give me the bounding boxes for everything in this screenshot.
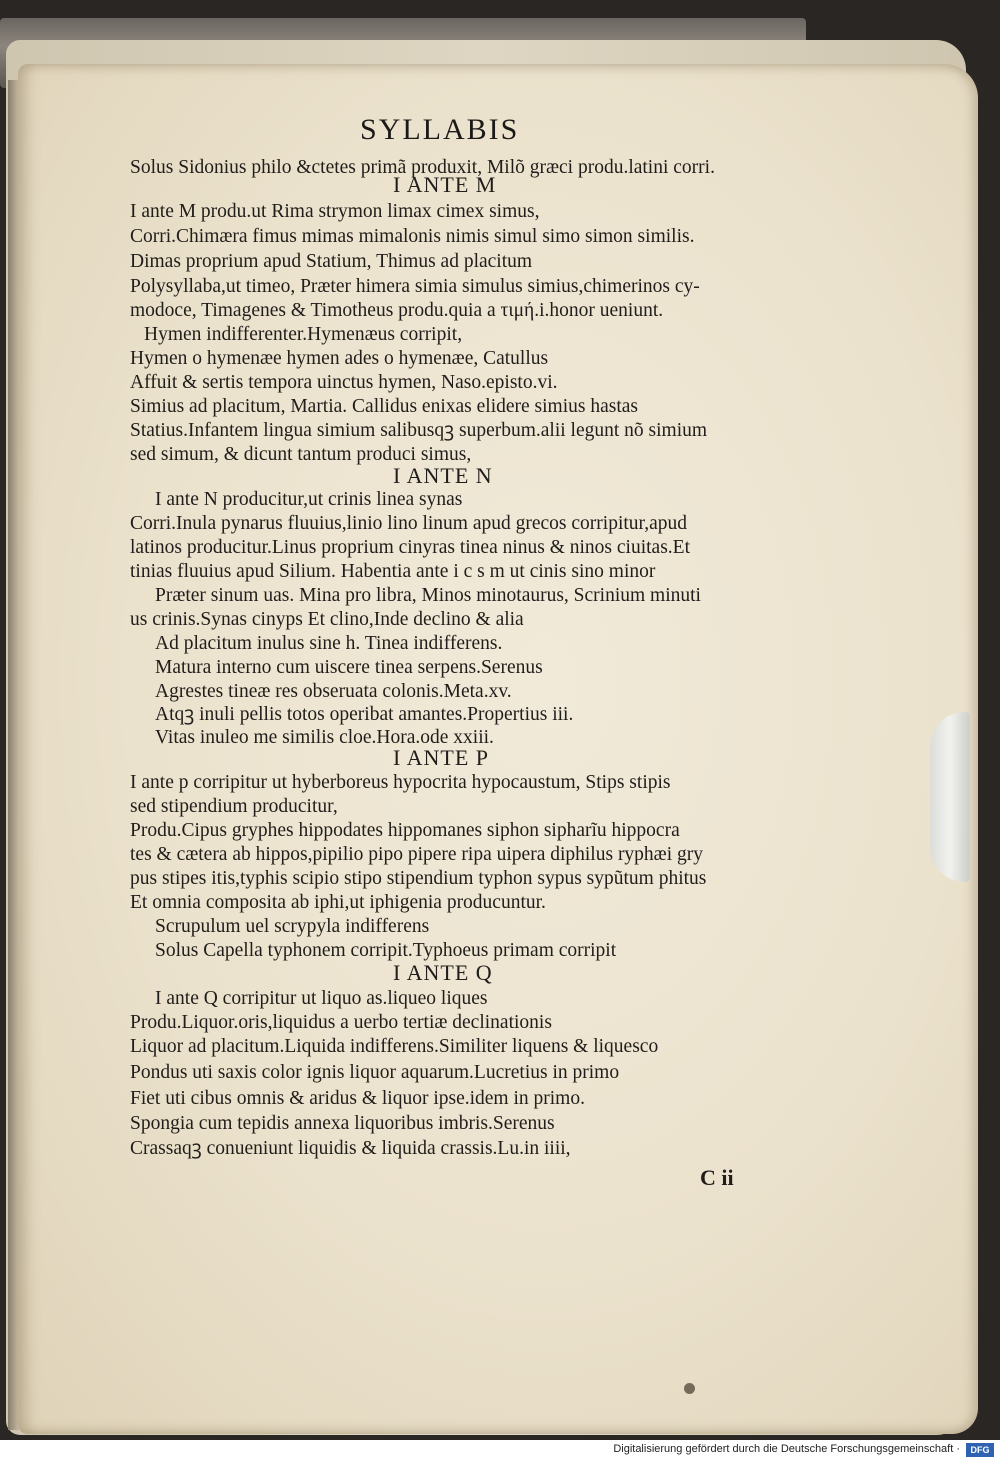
text-line: Spongia cum tepidis annexa liquoribus imbris.Serenus: [130, 1113, 555, 1134]
text-line: Atqꝫ inuli pellis totos operibat amantes.Propertius iii.: [155, 704, 574, 725]
text-line: Produ.Liquor.oris,liquidus a uerbo tertiæ declinationis: [130, 1012, 552, 1033]
text-line: Scrupulum uel scrypyla indifferens: [155, 916, 430, 937]
text-line: tinias fluuius apud Silium. Habentia ante i c s m ut cinis sino minor: [130, 561, 656, 582]
text-line: Affuit & sertis tempora uinctus hymen, Naso.episto.vi.: [130, 372, 558, 393]
text-line: Matura interno cum uiscere tinea serpens.Serenus: [155, 657, 543, 678]
text-line: Statius.Infantem lingua simium salibusqꝫ superbum.alii legunt nõ simium: [130, 420, 708, 441]
text-line: Corri.Chimæra fimus mimas mimalonis nimis simul simo simon similis.: [130, 226, 695, 247]
section-heading: I ANTE N: [393, 463, 493, 488]
text-line: Pondus uti saxis color ignis liquor aquarum.Lucretius in primo: [130, 1062, 620, 1083]
text-line: Vitas inuleo me similis cloe.Hora.ode xxiii.: [155, 727, 494, 748]
text-line: modoce, Timagenes & Timotheus produ.quia a τιμή.i.honor ueniunt.: [130, 300, 664, 321]
text-line: us crinis.Synas cinyps Et clino,Inde declino & alia: [130, 609, 524, 630]
text-line: Liquor ad placitum.Liquida indifferens.Similiter liquens & liquesco: [130, 1036, 659, 1057]
section-heading: I ANTE M: [393, 172, 497, 197]
section-heading: I ANTE Q: [393, 960, 493, 985]
digitization-footer: [0, 1440, 1000, 1461]
section-heading: I ANTE P: [393, 745, 489, 770]
text-line: Et omnia composita ab iphi,ut iphigenia producuntur.: [130, 892, 546, 913]
text-line: Solus Sidonius philo &ctetes primã produxit, Milõ græci produ.latini corri.: [130, 157, 715, 178]
text-line: Produ.Cipus gryphes hippodates hippomanes siphon sipharĩu hippocra: [130, 820, 680, 841]
text-line: Polysyllaba,ut timeo, Præter himera simia simulus simius,chimerinos cy-: [130, 276, 700, 297]
text-line: latinos producitur.Linus proprium cinyras tinea ninus & ninos ciuitas.Et: [130, 537, 691, 558]
text-line: Agrestes tineæ res obseruata colonis.Meta.xv.: [155, 681, 512, 702]
text-line: Corri.Inula pynarus fluuius,linio lino linum apud grecos corripitur,apud: [130, 513, 688, 534]
signature-mark: C ii: [700, 1165, 734, 1190]
text-line: I ante p corripitur ut hyberboreus hypocrita hypocaustum, Stips stipis: [130, 772, 671, 793]
dfg-logo: DFG: [966, 1443, 994, 1457]
text-line: I ante Q corripitur ut liquo as.liqueo liques: [155, 988, 488, 1009]
text-line: Dimas proprium apud Statium, Thimus ad placitum: [130, 251, 533, 272]
text-line: Præter sinum uas. Mina pro libra, Minos minotaurus, Scrinium minuti: [155, 585, 701, 606]
page-clip: [930, 712, 970, 882]
running-head: SYLLABIS: [360, 113, 520, 146]
text-line: sed stipendium producitur,: [130, 796, 338, 817]
text-line: Crassaqꝫ conueniunt liquidis & liquida crassis.Lu.in iiii,: [130, 1138, 571, 1159]
footer-credit: Digitalisierung gefördert durch die Deutsche Forschungsgemeinschaft ·: [613, 1443, 960, 1455]
text-line: sed simum, & dicunt tantum produci simus,: [130, 444, 472, 465]
text-line: pus stipes itis,typhis scipio stipo stipendium typhon sypus sypũtum phitus: [130, 868, 707, 889]
text-line: Fiet uti cibus omnis & aridus & liquor ipse.idem in primo.: [130, 1088, 585, 1109]
text-line: Solus Capella typhonem corripit.Typhoeus primam corripit: [155, 940, 617, 961]
ink-smudge: [684, 1383, 695, 1394]
text-line: I ante N producitur,ut crinis linea synas: [155, 489, 463, 510]
text-line: I ante M produ.ut Rima strymon limax cimex simus,: [130, 201, 540, 222]
text-line: Hymen o hymenæe hymen ades o hymenæe, Catullus: [130, 348, 549, 369]
text-line: tes & cætera ab hippos,pipilio pipo pipere ripa uipera diphilus ryphæi gry: [130, 844, 703, 865]
text-line: Ad placitum inulus sine h. Tinea indifferens.: [155, 633, 503, 654]
text-line: Hymen indifferenter.Hymenæus corripit,: [144, 324, 463, 345]
text-line: Simius ad placitum, Martia. Callidus enixas elidere simius hastas: [130, 396, 638, 417]
